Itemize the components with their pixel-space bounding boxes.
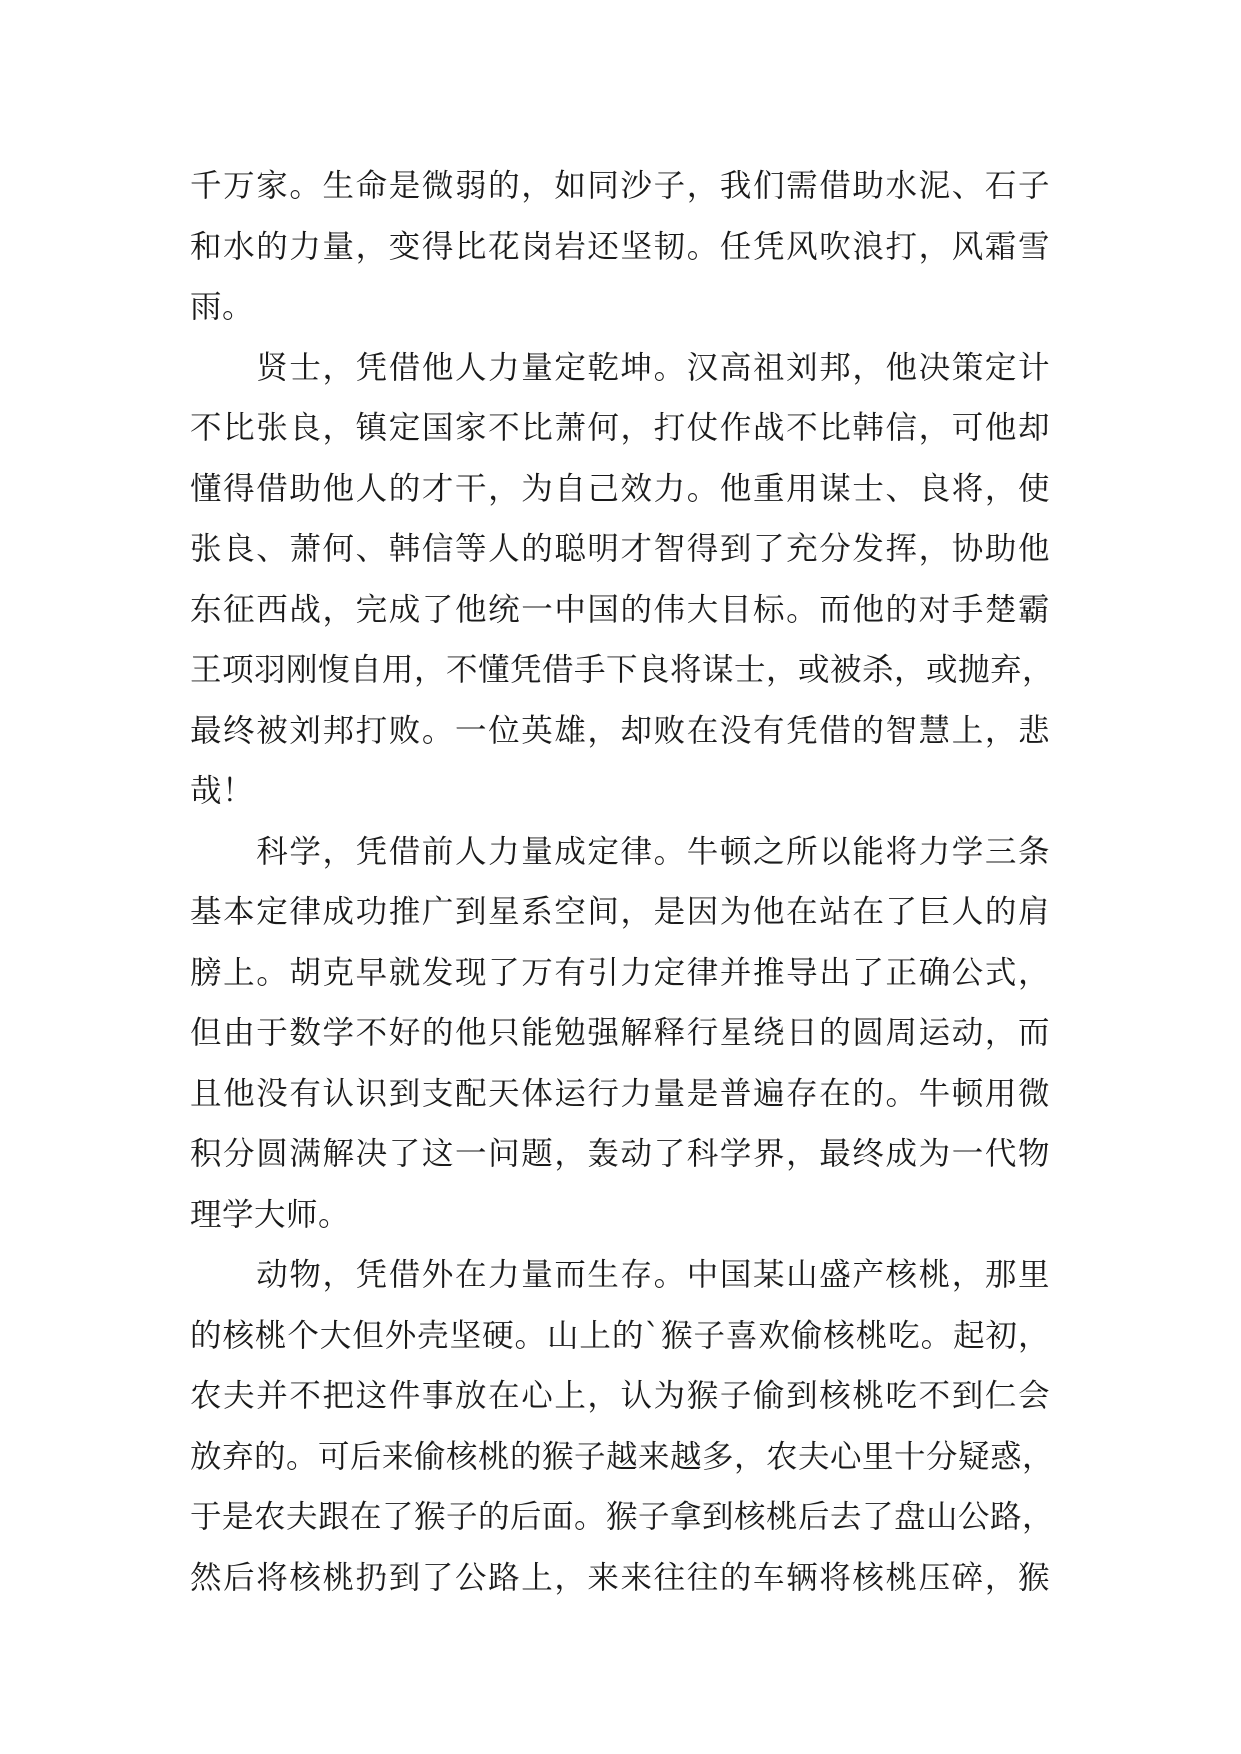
text-line: 张良、萧何、韩信等人的聪明才智得到了充分发挥，协助他 — [190, 531, 1050, 567]
text-line: 但由于数学不好的他只能勉强解释行星绕日的圆周运动，而 — [190, 1015, 1050, 1051]
text-line: 懂得借助他人的才干，为自己效力。他重用谋士、良将，使 — [190, 470, 1050, 507]
text-line: 和水的力量，变得比花岗岩还坚韧。任凭风吹浪打，风霜雪 — [190, 228, 1050, 265]
text-line: 雨。 — [190, 289, 255, 325]
text-line: 科学，凭借前人力量成定律。牛顿之所以能将力学三条 — [190, 833, 1050, 870]
text-line: 农夫并不把这件事放在心上，认为猴子偷到核桃吃不到仁会 — [190, 1378, 1050, 1414]
text-line: 理学大师。 — [190, 1196, 351, 1233]
text-line: 东征西战，完成了他统一中国的伟大目标。而他的对手楚霸 — [190, 591, 1050, 628]
text-line: 王项羽刚愎自用，不懂凭借手下良将谋士，或被杀，或抛弃， — [190, 652, 1055, 688]
text-line: 的核桃个大但外壳坚硬。山上的`猴子喜欢偷核桃吃。起初， — [190, 1317, 1050, 1354]
text-line: 于是农夫跟在了猴子的后面。猴子拿到核桃后去了盘山公路， — [190, 1499, 1055, 1535]
text-line: 动物，凭借外在力量而生存。中国某山盛产核桃，那里 — [190, 1257, 1050, 1293]
text-line: 积分圆满解决了这一问题，轰动了科学界，最终成为一代物 — [190, 1136, 1050, 1172]
text-line: 贤士，凭借他人力量定乾坤。汉高祖刘邦，他决策定计 — [190, 349, 1050, 386]
essay-body — [190, 156, 1055, 1608]
text-line: 最终被刘邦打败。一位英雄，却败在没有凭借的智慧上，悲 — [190, 712, 1050, 749]
text-line: 千万家。生命是微弱的，如同沙子，我们需借助水泥、石子 — [190, 168, 1050, 204]
text-line: 然后将核桃扔到了公路上，来来往往的车辆将核桃压碎，猴 — [190, 1559, 1050, 1596]
text-line: 不比张良，镇定国家不比萧何，打仗作战不比韩信，可他却 — [190, 410, 1050, 446]
text-line: 膀上。胡克早就发现了万有引力定律并推导出了正确公式， — [190, 954, 1050, 991]
text-line: 放弃的。可后来偷核桃的猴子越来越多，农夫心里十分疑惑， — [190, 1438, 1055, 1475]
text-line: 哉！ — [190, 773, 255, 809]
text-line: 基本定律成功推广到星系空间，是因为他在站在了巨人的肩 — [190, 894, 1050, 930]
text-line: 且他没有认识到支配天体运行力量是普遍存在的。牛顿用微 — [190, 1075, 1050, 1112]
